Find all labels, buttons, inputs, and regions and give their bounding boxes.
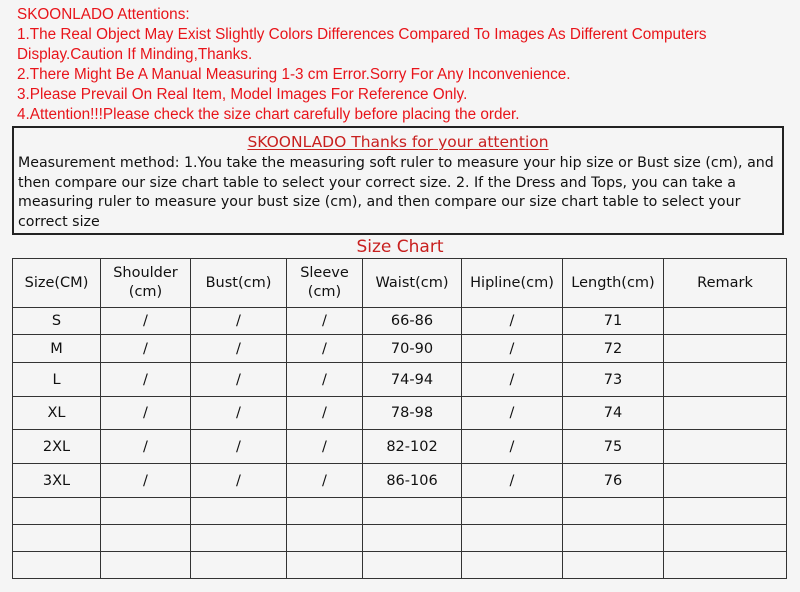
table-cell-remark — [664, 552, 787, 579]
column-header-text: Shoulder — [113, 265, 178, 281]
attention-line: 1.The Real Object May Exist Slightly Colors Differences Compared To Images As Different Computers — [17, 26, 707, 43]
table-cell-hipline — [462, 498, 563, 525]
column-header-remark — [664, 259, 787, 308]
attention-line: 3.Please Prevail On Real Item, Model Images For Reference Only. — [17, 86, 468, 103]
attention-line: 4.Attention!!!Please check the size chart carefully before placing the order. — [17, 106, 520, 123]
table-cell-sleeve: / — [287, 464, 363, 498]
column-header-shoulder — [101, 259, 191, 308]
thanks-title — [14, 132, 782, 152]
table-cell-remark — [664, 525, 787, 552]
table-cell-remark — [664, 397, 787, 430]
table-cell-shoulder — [101, 498, 191, 525]
table-cell-waist — [363, 552, 462, 579]
table-cell-size: XL — [13, 397, 101, 430]
table-row — [13, 308, 787, 335]
table-cell-length: 73 — [563, 363, 664, 397]
table-cell-sleeve — [287, 552, 363, 579]
table-cell-bust — [191, 552, 287, 579]
table-cell-size: 2XL — [13, 430, 101, 464]
table-cell-bust: / — [191, 335, 287, 363]
table-cell-shoulder: / — [101, 430, 191, 464]
table-cell-length: 75 — [563, 430, 664, 464]
attention-line: Display.Caution If Minding,Thanks. — [17, 46, 253, 63]
table-row — [13, 464, 787, 498]
table-row — [13, 363, 787, 397]
table-cell-shoulder — [101, 552, 191, 579]
table-cell-hipline: / — [462, 308, 563, 335]
attentions-heading: SKOONLADO Attentions: — [17, 6, 190, 23]
table-cell-hipline: / — [462, 430, 563, 464]
column-header-text: Hipline(cm) — [470, 274, 554, 291]
table-body — [13, 308, 787, 579]
table-cell-remark — [664, 464, 787, 498]
table-cell-bust: / — [191, 430, 287, 464]
table-row — [13, 397, 787, 430]
table-cell-length: 71 — [563, 308, 664, 335]
column-header-waist — [363, 259, 462, 308]
table-cell-remark — [664, 363, 787, 397]
table-cell-size: L — [13, 363, 101, 397]
table-cell-size — [13, 525, 101, 552]
table-cell-shoulder — [101, 525, 191, 552]
column-header-text: Waist(cm) — [375, 274, 449, 291]
table-cell-hipline — [462, 525, 563, 552]
table-cell-length — [563, 525, 664, 552]
table-cell-waist — [363, 525, 462, 552]
table-cell-bust — [191, 525, 287, 552]
attention-line: 2.There Might Be A Manual Measuring 1-3 cm Error.Sorry For Any Inconvenience. — [17, 66, 571, 83]
table-cell-bust: / — [191, 363, 287, 397]
table-cell-hipline: / — [462, 397, 563, 430]
table-cell-size — [13, 552, 101, 579]
size-chart-table — [12, 258, 787, 579]
table-cell-size: 3XL — [13, 464, 101, 498]
table-cell-remark — [664, 308, 787, 335]
table-cell-shoulder: / — [101, 335, 191, 363]
table-cell-waist: 82-102 — [363, 430, 462, 464]
table-cell-size — [13, 498, 101, 525]
attentions-notice — [17, 5, 797, 125]
table-cell-shoulder: / — [101, 363, 191, 397]
table-cell-sleeve: / — [287, 397, 363, 430]
column-header-text: (cm) — [128, 284, 163, 300]
table-cell-bust: / — [191, 464, 287, 498]
table-cell-hipline: / — [462, 363, 563, 397]
table-cell-length — [563, 498, 664, 525]
column-header-length — [563, 259, 664, 308]
table-row — [13, 552, 787, 579]
table-cell-sleeve — [287, 498, 363, 525]
table-cell-sleeve — [287, 525, 363, 552]
column-header-sleeve — [287, 259, 363, 308]
table-cell-length: 76 — [563, 464, 664, 498]
table-cell-length — [563, 552, 664, 579]
column-header-text: Length(cm) — [571, 274, 655, 291]
table-cell-sleeve: / — [287, 335, 363, 363]
table-cell-remark — [664, 335, 787, 363]
table-cell-remark — [664, 430, 787, 464]
table-row — [13, 498, 787, 525]
table-cell-hipline — [462, 552, 563, 579]
table-cell-shoulder: / — [101, 397, 191, 430]
table-cell-waist — [363, 498, 462, 525]
column-header-text: Size(CM) — [24, 274, 89, 291]
table-cell-length: 74 — [563, 397, 664, 430]
thanks-title-text: SKOONLADO Thanks for your attention — [247, 133, 549, 151]
table-cell-size: S — [13, 308, 101, 335]
table-row — [13, 335, 787, 363]
table-cell-hipline: / — [462, 335, 563, 363]
table-row — [13, 525, 787, 552]
table-cell-waist: 66-86 — [363, 308, 462, 335]
column-header-size — [13, 259, 101, 308]
table-header-row — [13, 259, 787, 308]
table-cell-sleeve: / — [287, 363, 363, 397]
table-cell-shoulder: / — [101, 308, 191, 335]
table-row — [13, 430, 787, 464]
table-cell-remark — [664, 498, 787, 525]
measurement-method-text: Measurement method: 1.You take the measuring soft ruler to measure your hip size or Bust size (cm), and then compare our size chart table to select your correct size. 2. If the Dress and Tops, you can take a measuring ruler to measure your bust size (cm), and then compare our size chart table to select your correct size — [18, 155, 774, 230]
table-cell-sleeve: / — [287, 430, 363, 464]
table-cell-shoulder: / — [101, 464, 191, 498]
table-cell-waist: 86-106 — [363, 464, 462, 498]
column-header-text: (cm) — [307, 284, 342, 300]
table-cell-bust: / — [191, 308, 287, 335]
table-cell-bust — [191, 498, 287, 525]
column-header-text: Sleeve — [300, 265, 349, 281]
table-cell-waist: 70-90 — [363, 335, 462, 363]
size-chart-title: Size Chart — [356, 237, 444, 257]
table-cell-waist: 74-94 — [363, 363, 462, 397]
table-cell-bust: / — [191, 397, 287, 430]
table-cell-size: M — [13, 335, 101, 363]
measurement-method-box — [12, 126, 784, 235]
table-cell-sleeve: / — [287, 308, 363, 335]
table-cell-length: 72 — [563, 335, 664, 363]
column-header-bust — [191, 259, 287, 308]
column-header-text: Remark — [697, 274, 753, 291]
column-header-hipline — [462, 259, 563, 308]
table-cell-waist: 78-98 — [363, 397, 462, 430]
table-cell-hipline: / — [462, 464, 563, 498]
column-header-text: Bust(cm) — [205, 274, 272, 291]
